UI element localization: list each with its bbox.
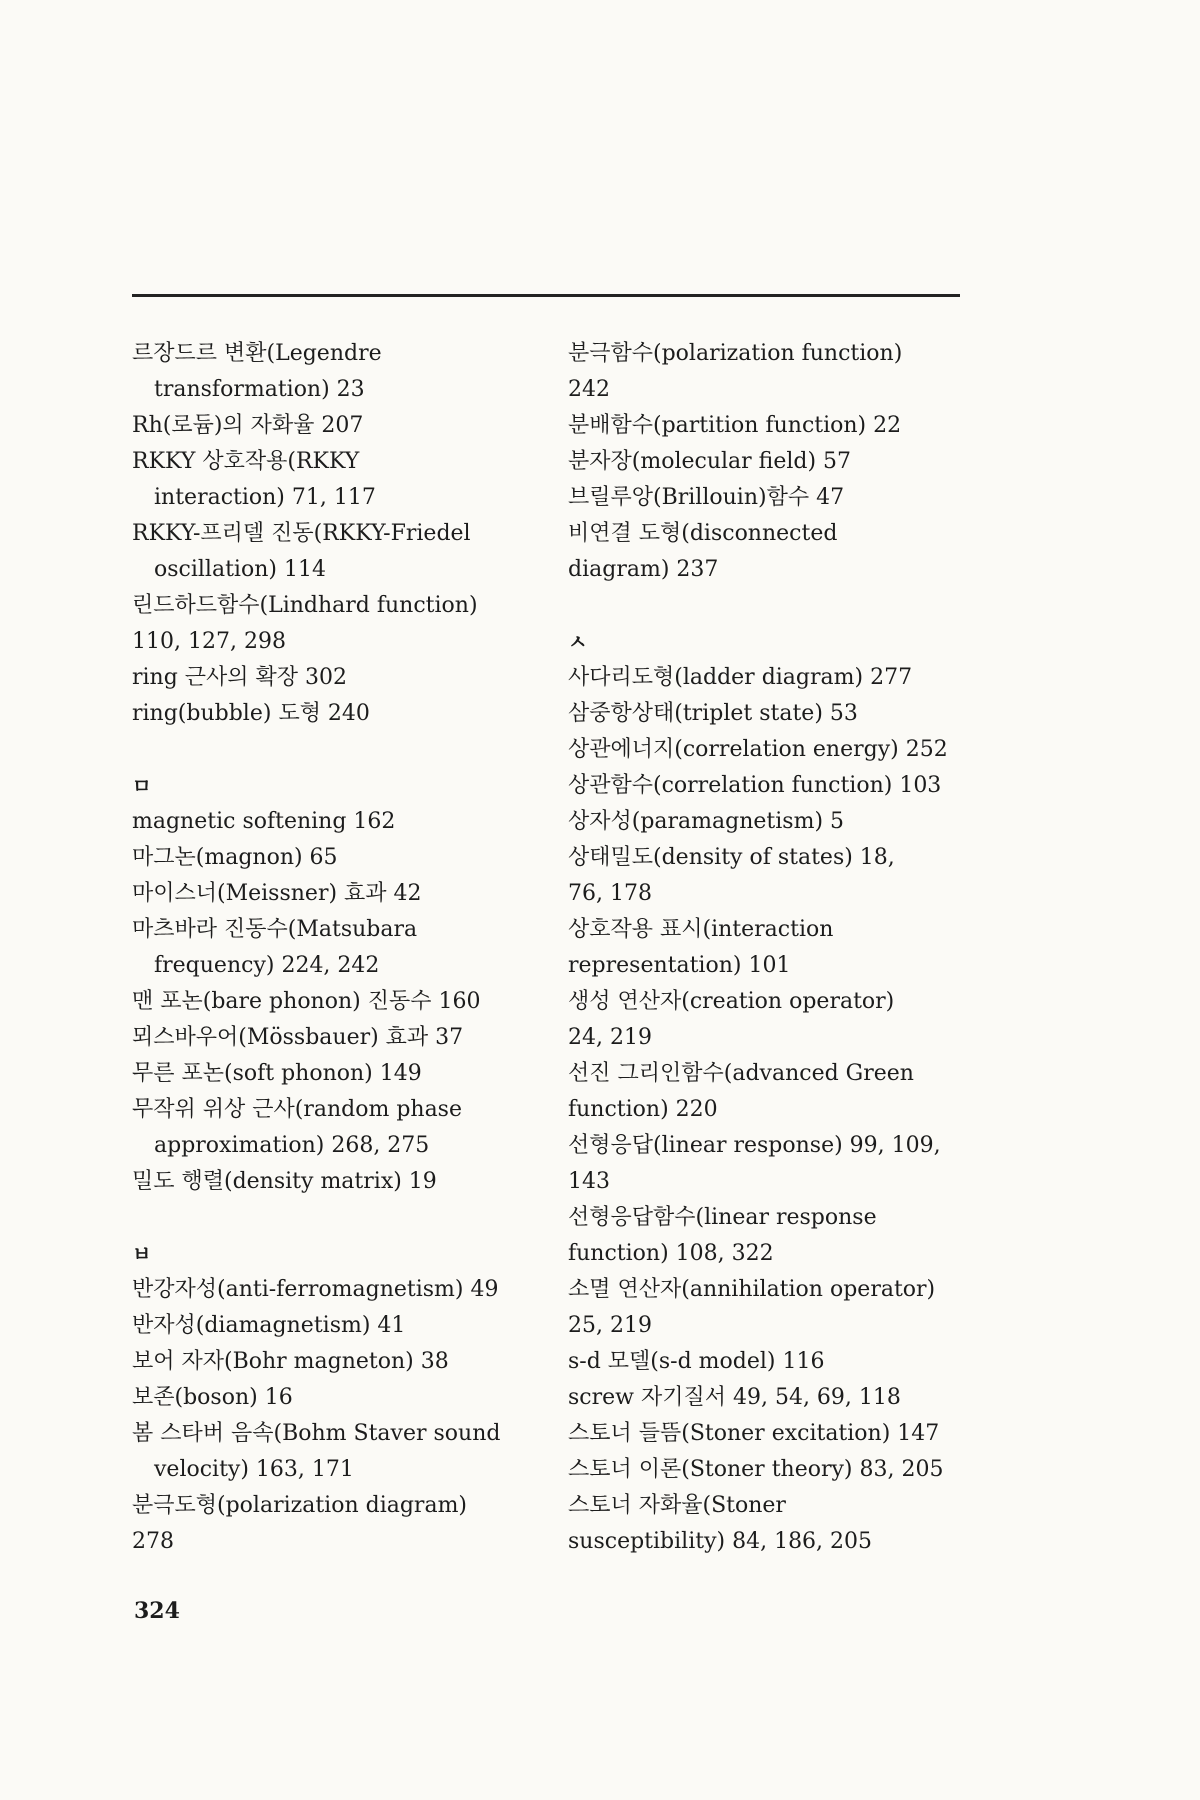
index-line: 스토너 자화율(Stoner xyxy=(568,1493,786,1518)
index-line: 242 xyxy=(568,377,610,402)
index-line: 보어 자자(Bohr magneton) 38 xyxy=(132,1349,449,1374)
index-line: 무작위 위상 근사(random phase xyxy=(132,1097,462,1122)
index-line: representation) 101 xyxy=(568,953,791,978)
index-line: 마츠바라 진동수(Matsubara xyxy=(132,917,418,942)
index-line: 마이스너(Meissner) 효과 42 xyxy=(132,881,422,906)
index-line: Rh(로듐)의 자화율 207 xyxy=(132,413,364,438)
index-line: function) 108, 322 xyxy=(568,1241,774,1266)
index-line: 사다리도형(ladder diagram) 277 xyxy=(568,665,913,690)
index-line: 스토너 이론(Stoner theory) 83, 205 xyxy=(568,1457,944,1482)
index-line: interaction) 71, 117 xyxy=(154,485,376,510)
index-line: 24, 219 xyxy=(568,1025,652,1050)
index-line: 소멸 연산자(annihilation operator) xyxy=(568,1277,936,1302)
index-line: 밀도 행렬(density matrix) 19 xyxy=(132,1169,437,1194)
index-line: susceptibility) 84, 186, 205 xyxy=(568,1529,873,1554)
index-line: 선형응답(linear response) 99, 109, xyxy=(568,1133,941,1158)
index-line: frequency) 224, 242 xyxy=(154,953,380,978)
index-column-right xyxy=(568,336,988,1560)
index-line: screw 자기질서 49, 54, 69, 118 xyxy=(568,1385,901,1410)
index-line: RKKY-프리델 진동(RKKY-Friedel xyxy=(132,521,471,546)
index-line: 상태밀도(density of states) 18, xyxy=(568,845,895,870)
index-line: 분배함수(partition function) 22 xyxy=(568,413,902,438)
section-heading: ㅁ xyxy=(132,774,152,798)
index-line: 상관에너지(correlation energy) 252 xyxy=(568,737,948,762)
index-line: transformation) 23 xyxy=(154,377,365,402)
index-line: 뫼스바우어(Mössbauer) 효과 37 xyxy=(132,1025,464,1050)
index-line: RKKY 상호작용(RKKY xyxy=(132,449,360,474)
index-line: 110, 127, 298 xyxy=(132,629,286,654)
section-heading: ㅂ xyxy=(132,1242,152,1266)
index-line: 맨 포논(bare phonon) 진동수 160 xyxy=(132,989,481,1014)
index-line: 25, 219 xyxy=(568,1313,652,1338)
index-line: 분자장(molecular field) 57 xyxy=(568,449,852,474)
index-line: velocity) 163, 171 xyxy=(154,1457,354,1482)
index-line: 선진 그리인함수(advanced Green xyxy=(568,1061,914,1086)
index-line: 76, 178 xyxy=(568,881,652,906)
blank-line xyxy=(568,588,988,624)
index-line: 봄 스타버 음속(Bohm Staver sound xyxy=(132,1421,501,1446)
index-line: 마그논(magnon) 65 xyxy=(132,845,338,870)
index-line: 143 xyxy=(568,1169,610,1194)
index-line: ring 근사의 확장 302 xyxy=(132,665,348,690)
index-line: 보존(boson) 16 xyxy=(132,1385,293,1410)
index-line: magnetic softening 162 xyxy=(132,809,396,834)
index-line: 상자성(paramagnetism) 5 xyxy=(568,809,845,834)
index-line: 278 xyxy=(132,1529,174,1554)
blank-line xyxy=(132,732,552,768)
index-line: s-d 모델(s-d model) 116 xyxy=(568,1349,825,1374)
index-line: 비연결 도형(disconnected xyxy=(568,521,838,546)
index-column-left xyxy=(132,336,552,1560)
index-line: ring(bubble) 도형 240 xyxy=(132,701,370,726)
index-line: 브릴루앙(Brillouin)함수 47 xyxy=(568,485,845,510)
index-line: 생성 연산자(creation operator) xyxy=(568,989,895,1014)
header-rule xyxy=(132,294,960,297)
index-line: 삼중항상태(triplet state) 53 xyxy=(568,701,858,726)
index-line: function) 220 xyxy=(568,1097,718,1122)
index-line: diagram) 237 xyxy=(568,557,719,582)
index-line: 르장드르 변환(Legendre xyxy=(132,341,382,366)
index-line: 반자성(diamagnetism) 41 xyxy=(132,1313,406,1338)
index-line: oscillation) 114 xyxy=(154,557,326,582)
blank-line xyxy=(132,1200,552,1236)
index-line: 반강자성(anti-ferromagnetism) 49 xyxy=(132,1277,499,1302)
index-line: 선형응답함수(linear response xyxy=(568,1205,877,1230)
index-line: 린드하드함수(Lindhard function) xyxy=(132,593,478,618)
index-line: 분극도형(polarization diagram) xyxy=(132,1493,468,1518)
index-line: 상호작용 표시(interaction xyxy=(568,917,834,942)
index-line: approximation) 268, 275 xyxy=(154,1133,430,1158)
index-line: 무른 포논(soft phonon) 149 xyxy=(132,1061,422,1086)
page-number: 324 xyxy=(134,1598,180,1624)
section-heading: ㅅ xyxy=(568,630,588,654)
index-line: 분극함수(polarization function) xyxy=(568,341,903,366)
index-line: 스토너 들뜸(Stoner excitation) 147 xyxy=(568,1421,940,1446)
index-line: 상관함수(correlation function) 103 xyxy=(568,773,942,798)
